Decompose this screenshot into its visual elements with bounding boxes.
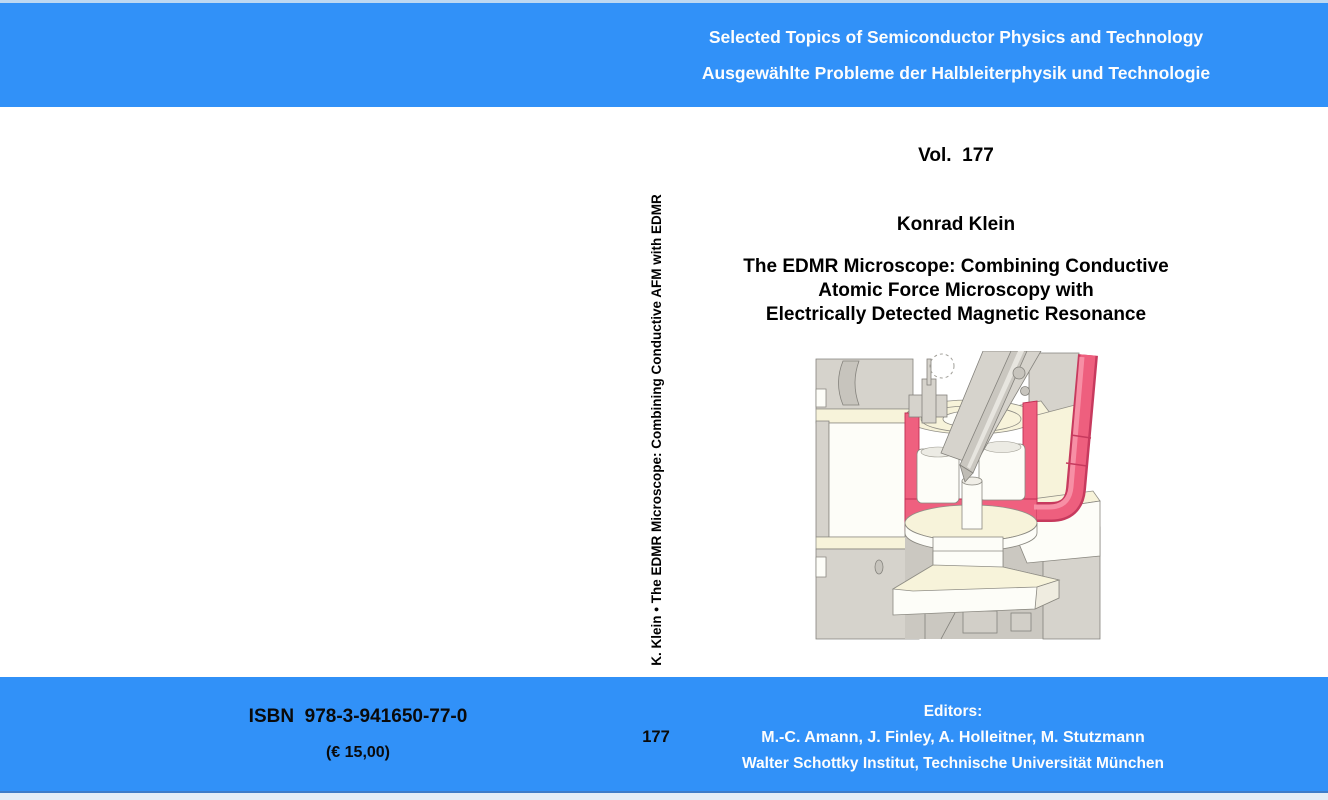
editors-affiliation: Walter Schottky Institut, Technische Universität München [741,755,1164,772]
bottom-edge-strip [0,793,1328,800]
editors-label: Editors: [923,703,983,720]
microscope-cross-section-illustration [813,351,1103,641]
book-title-line3: Electrically Detected Magnetic Resonance [765,304,1147,325]
series-title-english: Selected Topics of Semiconductor Physics and Technology [708,27,1204,47]
author-name: Konrad Klein [896,214,1016,235]
spine-volume-number: 177 [642,728,670,746]
spine-title: K. Klein • The EDMR Microscope: Combining Conductive AFM with EDMR [649,194,664,666]
price-text: (€ 15,00) [325,744,391,761]
book-title-line1: The EDMR Microscope: Combining Conductive [743,256,1169,277]
isbn-text: ISBN 978-3-941650-77-0 [248,706,468,727]
volume-label: Vol. 177 [918,145,994,166]
book-title-line2: Atomic Force Microscopy with [818,280,1094,301]
editors-names: M.-C. Amann, J. Finley, A. Holleitner, M. Stutzmann [761,729,1145,746]
series-banner-top [0,3,1328,107]
series-title-german: Ausgewählte Probleme der Halbleiterphysik und Technologie [701,63,1211,83]
